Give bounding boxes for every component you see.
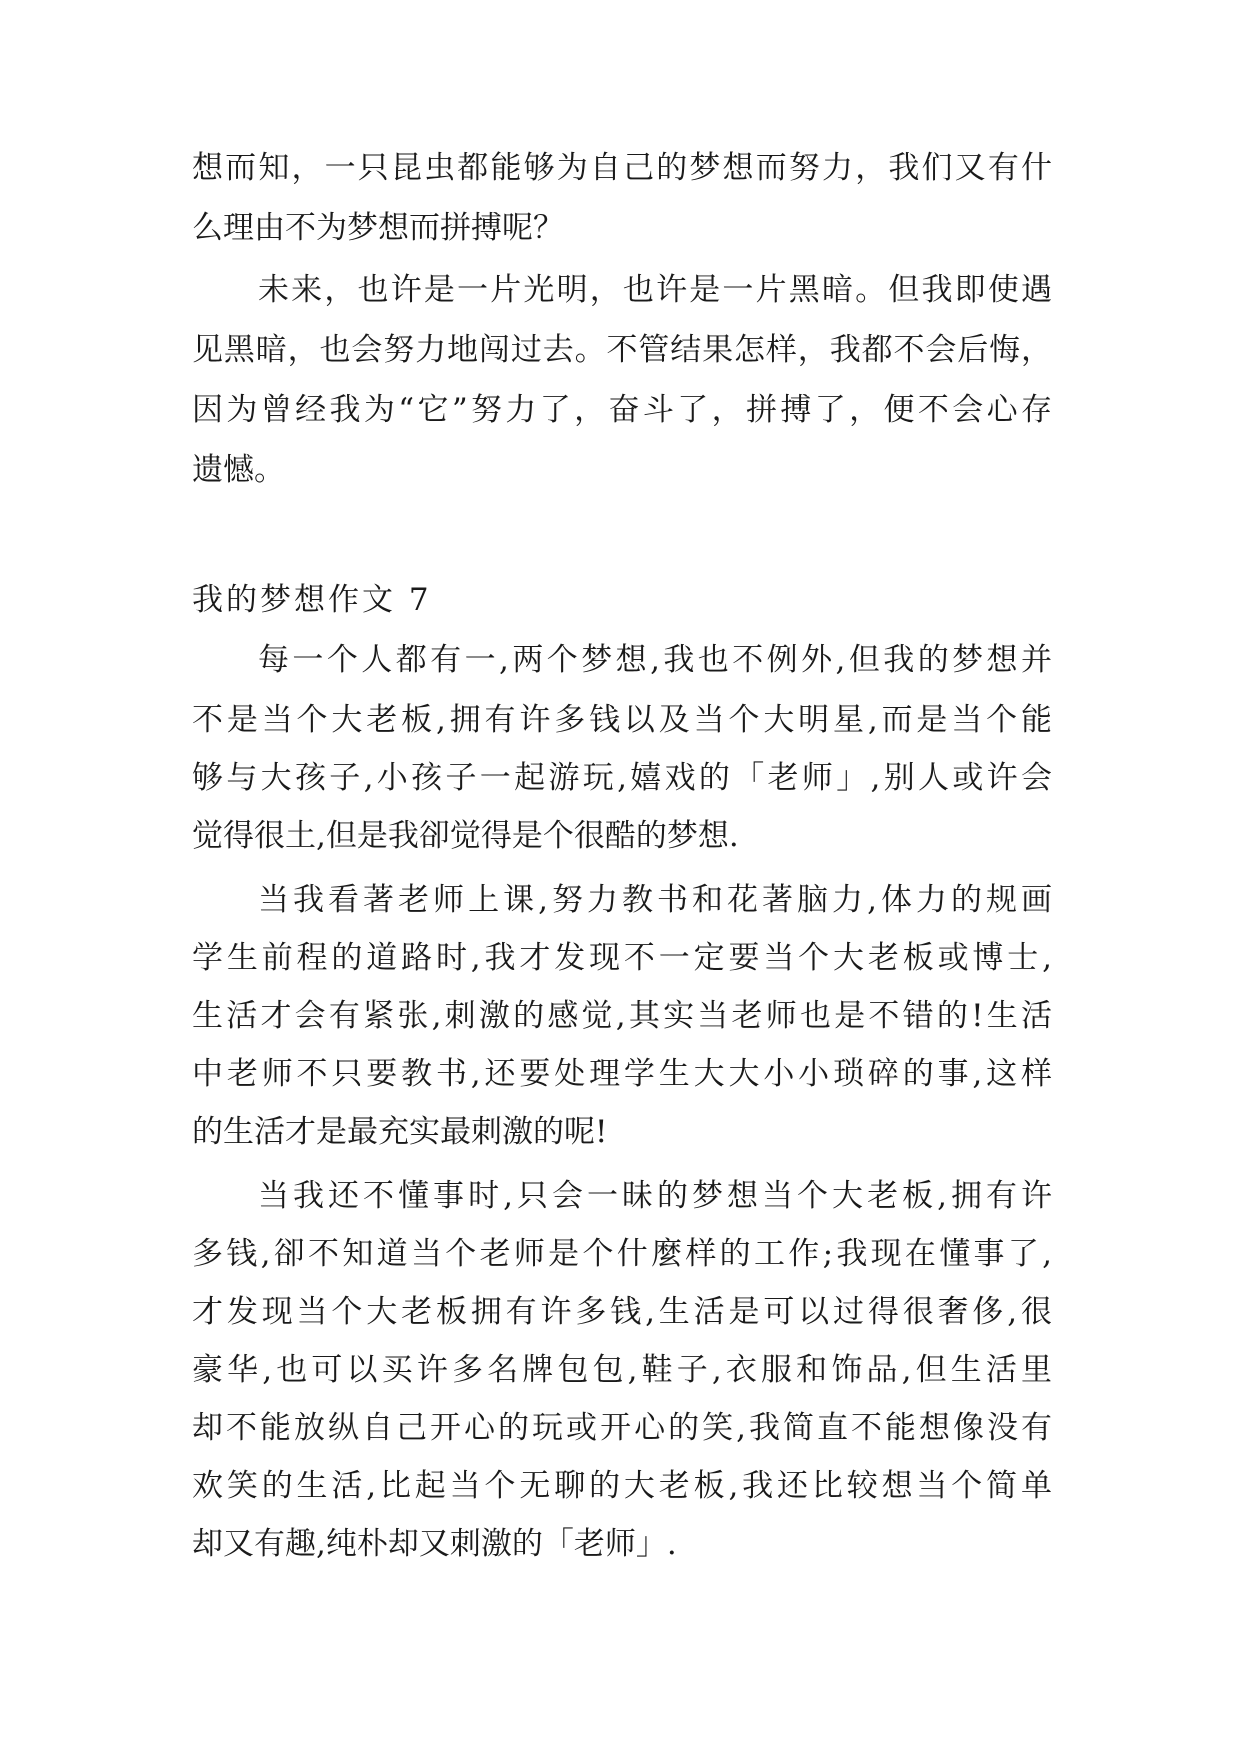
section-title: 我的梦想作文 7 (192, 582, 432, 618)
text-line: 豪华,也可以买许多名牌包包,鞋子,衣服和饰品,但生活里 (192, 1352, 1052, 1388)
text-line: 才发现当个大老板拥有许多钱,生活是可以过得很奢侈,很 (192, 1294, 1052, 1330)
text-line: 不是当个大老板,拥有许多钱以及当个大明星,而是当个能 (192, 702, 1052, 738)
text-line: 当我看著老师上课,努力教书和花著脑力,体力的规画 (258, 882, 1052, 918)
text-line: 多钱,卻不知道当个老师是个什麼样的工作;我现在懂事了, (192, 1236, 1052, 1272)
text-line: 想而知，一只昆虫都能够为自己的梦想而努力，我们又有什 (192, 150, 1052, 186)
text-line: 觉得很土,但是我卻觉得是个很酷的梦想. (192, 818, 739, 854)
text-line: 够与大孩子,小孩子一起游玩,嬉戏的「老师」,别人或许会 (192, 760, 1052, 796)
text-line: 欢笑的生活,比起当个无聊的大老板,我还比较想当个简单 (192, 1468, 1052, 1504)
text-line: 见黑暗，也会努力地闯过去。不管结果怎样，我都不会后悔， (192, 332, 1052, 368)
text-line: 学生前程的道路时,我才发现不一定要当个大老板或博士, (192, 940, 1052, 976)
text-line: 的生活才是最充实最刺激的呢! (192, 1114, 608, 1150)
text-line: 每一个人都有一,两个梦想,我也不例外,但我的梦想并 (258, 642, 1052, 678)
text-line: 却又有趣,纯朴却又刺激的「老师」. (192, 1526, 677, 1562)
text-line: 生活才会有紧张,刺激的感觉,其实当老师也是不错的!生活 (192, 998, 1052, 1034)
text-line: 遗憾。 (192, 452, 285, 488)
text-line: 么理由不为梦想而拼搏呢？ (192, 210, 564, 246)
text-line: 却不能放纵自己开心的玩或开心的笑,我简直不能想像没有 (192, 1410, 1052, 1446)
text-line: 未来，也许是一片光明，也许是一片黑暗。但我即使遇 (258, 272, 1052, 308)
text-line: 因为曾经我为“它”努力了，奋斗了，拼搏了，便不会心存 (192, 392, 1052, 428)
text-line: 当我还不懂事时,只会一昧的梦想当个大老板,拥有许 (258, 1178, 1052, 1214)
text-line: 中老师不只要教书,还要处理学生大大小小琐碎的事,这样 (192, 1056, 1052, 1092)
